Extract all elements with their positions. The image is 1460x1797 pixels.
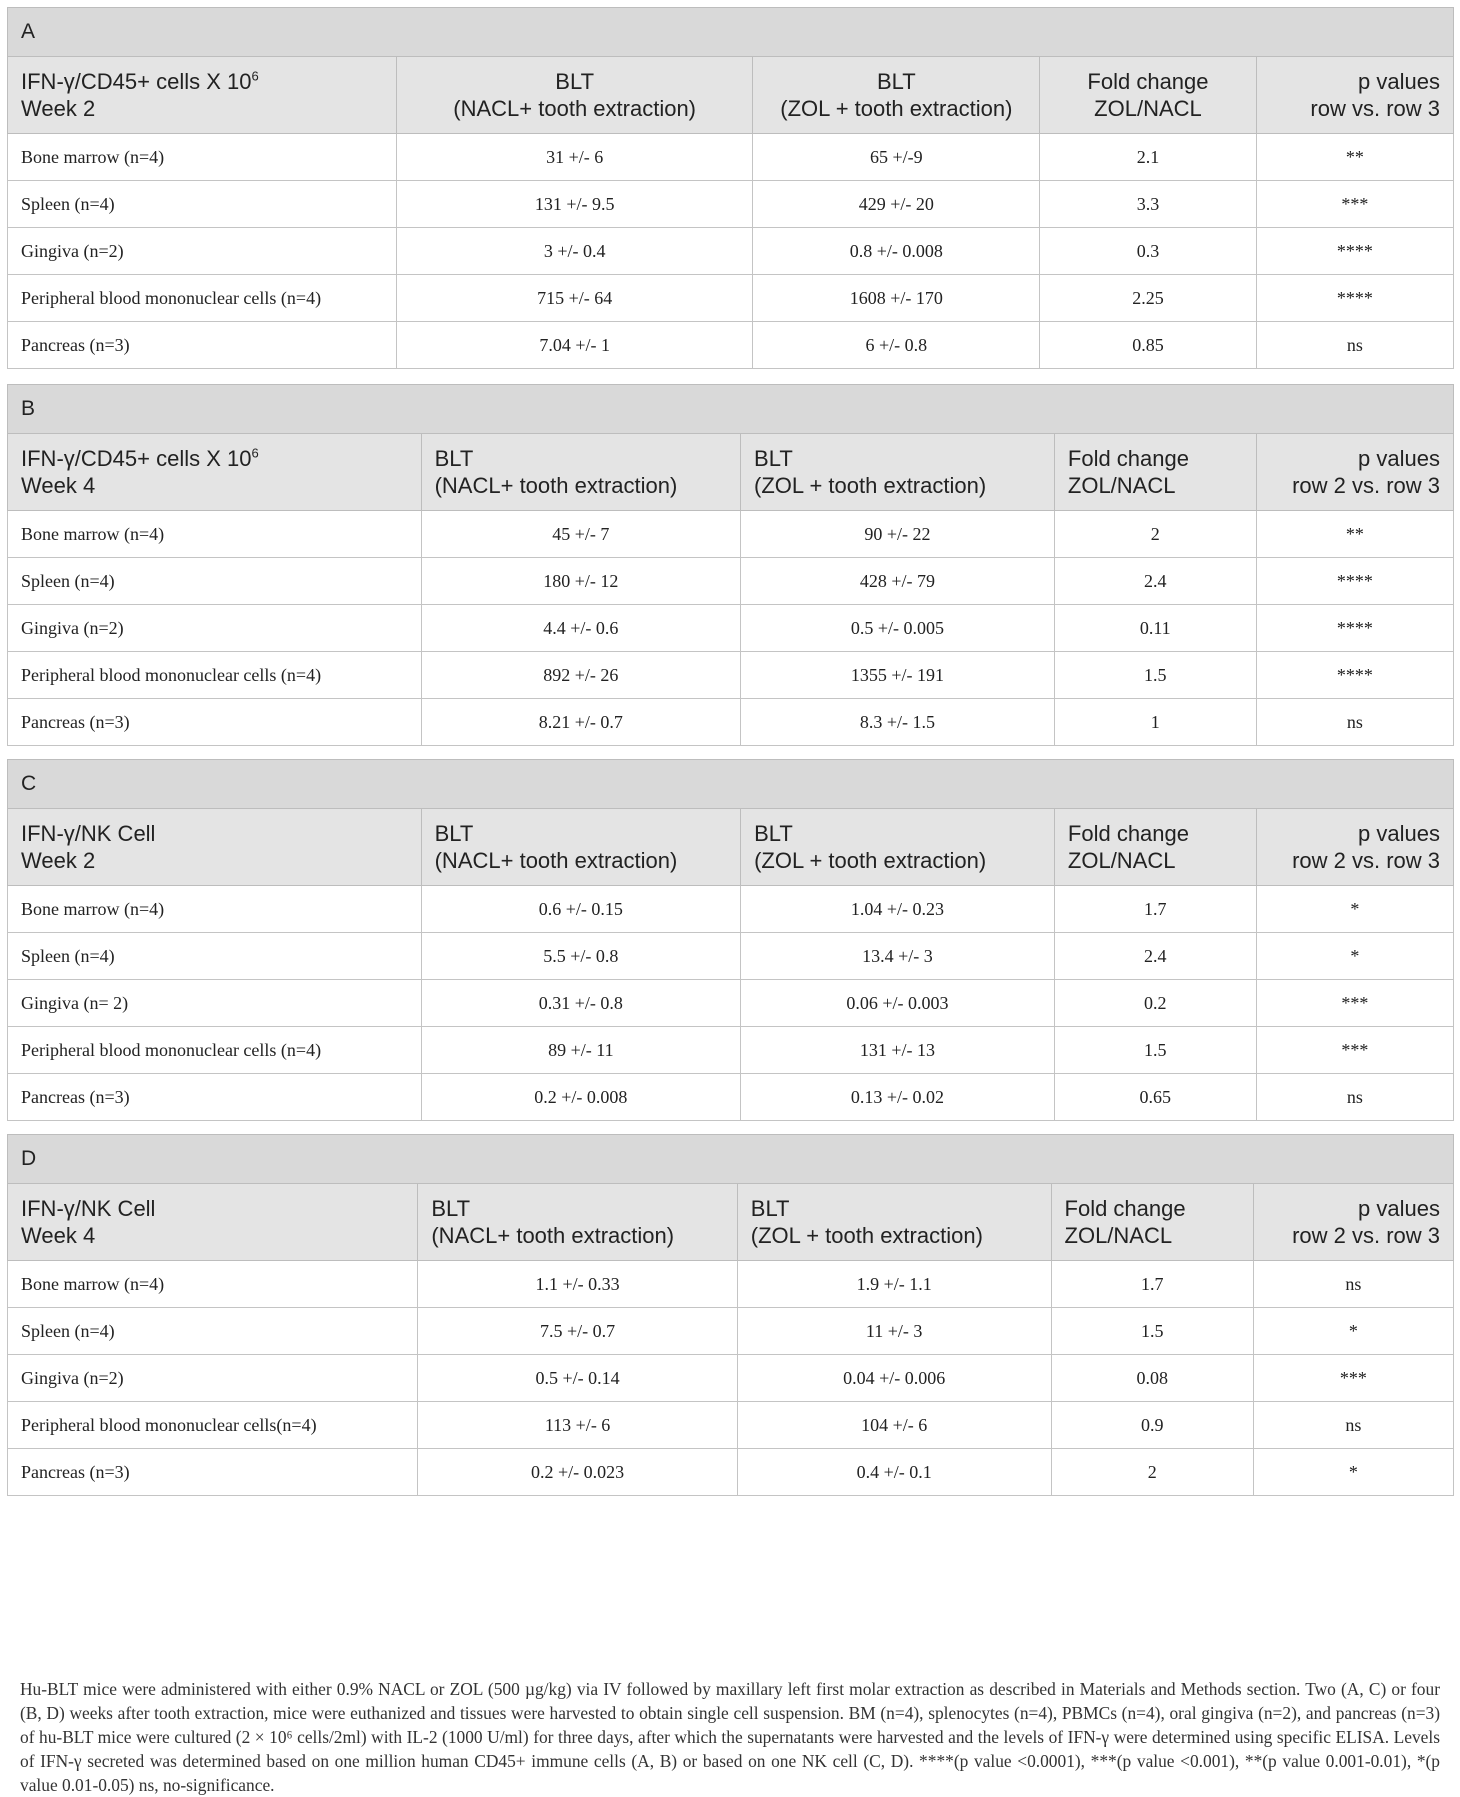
fold-change-cell: 0.9	[1051, 1402, 1253, 1449]
column-header-3	[741, 809, 1055, 886]
tissue-cell: Pancreas (n=3)	[8, 322, 397, 369]
header-line-1	[21, 445, 408, 473]
header-line-2: Week 4	[21, 473, 96, 498]
column-header-1	[8, 57, 397, 134]
table-row	[8, 275, 1454, 322]
zol-value-cell: 1.9 +/- 1.1	[737, 1261, 1051, 1308]
table-row	[8, 886, 1454, 933]
nacl-value-cell: 7.04 +/- 1	[396, 322, 752, 369]
zol-value-cell: 90 +/- 22	[741, 511, 1055, 558]
panel-label: D	[8, 1135, 1454, 1184]
header-line-2: ZOL/NACL	[1067, 473, 1176, 498]
header-line-2: (ZOL + tooth extraction)	[754, 848, 987, 873]
data-table	[7, 384, 1454, 746]
fold-change-cell: 2.4	[1054, 558, 1256, 605]
table-panel-d	[7, 1134, 1454, 1496]
tissue-cell: Pancreas (n=3)	[8, 699, 422, 746]
table-panel-a	[7, 7, 1454, 369]
tissue-cell: Peripheral blood mononuclear cells (n=4)	[8, 275, 397, 322]
header-row	[8, 809, 1454, 886]
table-row	[8, 652, 1454, 699]
nacl-value-cell: 131 +/- 9.5	[396, 181, 752, 228]
table-row	[8, 134, 1454, 181]
p-value-cell: ns	[1256, 322, 1453, 369]
column-header-1	[8, 1184, 418, 1261]
tissue-cell: Spleen (n=4)	[8, 558, 422, 605]
nacl-value-cell: 892 +/- 26	[421, 652, 740, 699]
table-row	[8, 605, 1454, 652]
panel-label-row	[8, 760, 1454, 809]
fold-change-cell: 2	[1051, 1449, 1253, 1496]
header-text: IFN-γ/CD45+ cells X 10	[21, 68, 252, 94]
fold-change-cell: 2.25	[1040, 275, 1256, 322]
zol-value-cell: 13.4 +/- 3	[741, 933, 1055, 980]
table-panel-b	[7, 384, 1454, 746]
header-text: p values	[1358, 1195, 1440, 1221]
p-value-cell: ns	[1253, 1402, 1453, 1449]
header-line-2: row 2 vs. row 3	[1292, 473, 1440, 498]
table-row	[8, 699, 1454, 746]
column-header-2	[418, 1184, 737, 1261]
tissue-cell: Gingiva (n=2)	[8, 1355, 418, 1402]
column-header-2	[421, 434, 740, 511]
header-line-2: (NACL+ tooth extraction)	[431, 1223, 675, 1248]
p-value-cell: ****	[1256, 652, 1453, 699]
nacl-value-cell: 180 +/- 12	[421, 558, 740, 605]
fold-change-cell: 0.85	[1040, 322, 1256, 369]
header-line-1	[1068, 445, 1243, 473]
table-row	[8, 558, 1454, 605]
header-line-2: Week 4	[21, 1223, 96, 1248]
nacl-value-cell: 7.5 +/- 0.7	[418, 1308, 737, 1355]
fold-change-cell: 1.7	[1054, 886, 1256, 933]
table-caption: Hu-BLT mice were administered with either 0.9% NACL or ZOL (500 µg/kg) via IV followed by maxillary left first molar extraction as described in Materials and Methods section. Two (A, C) or four (B, D) weeks after tooth extraction, mice were euthanized and tissues were harvested to obtain single cell suspension. BM (n=4), splenocytes (n=4), PBMCs (n=4), oral gingiva (n=2), and pancreas (n=3) of hu-BLT mice were cultured (2 × 10⁶ cells/2ml) with IL-2 (1000 U/ml) for three days, after which the supernatants were harvested and the levels of IFN-γ were determined using specific ELISA. Levels of IFN-γ secreted was determined based on one million human CD45+ immune cells (A, B) or based on one NK cell (C, D). ****(p value <0.0001), ***(p value <0.001), **(p value 0.001-0.01), *(p value 0.01-0.05) ns, no-significance.	[20, 1679, 1440, 1796]
tissue-cell: Peripheral blood mononuclear cells (n=4)	[8, 1027, 422, 1074]
column-header-4	[1051, 1184, 1253, 1261]
header-line-1	[435, 445, 727, 473]
nacl-value-cell: 0.31 +/- 0.8	[421, 980, 740, 1027]
p-value-cell: *	[1256, 933, 1453, 980]
header-line-1	[1068, 820, 1243, 848]
table-row	[8, 1261, 1454, 1308]
nacl-value-cell: 3 +/- 0.4	[396, 228, 752, 275]
header-line-2: ZOL/NACL	[1094, 96, 1202, 121]
p-value-cell: ****	[1256, 228, 1453, 275]
zol-value-cell: 8.3 +/- 1.5	[741, 699, 1055, 746]
table-panel-c	[7, 759, 1454, 1121]
header-line-1	[1270, 820, 1440, 848]
column-header-2	[396, 57, 752, 134]
zol-value-cell: 65 +/-9	[753, 134, 1040, 181]
zol-value-cell: 0.5 +/- 0.005	[741, 605, 1055, 652]
p-value-cell: ***	[1253, 1355, 1453, 1402]
p-value-cell: ns	[1256, 1074, 1453, 1121]
header-row	[8, 1184, 1454, 1261]
tissue-cell: Bone marrow (n=4)	[8, 1261, 418, 1308]
header-line-1	[766, 68, 1026, 96]
header-line-1	[754, 445, 1041, 473]
column-header-4	[1040, 57, 1256, 134]
column-header-3	[753, 57, 1040, 134]
fold-change-cell: 2.1	[1040, 134, 1256, 181]
table-row	[8, 181, 1454, 228]
zol-value-cell: 1.04 +/- 0.23	[741, 886, 1055, 933]
p-value-cell: *	[1253, 1449, 1453, 1496]
tissue-cell: Spleen (n=4)	[8, 933, 422, 980]
p-value-cell: ****	[1256, 605, 1453, 652]
table-row	[8, 322, 1454, 369]
tissue-cell: Spleen (n=4)	[8, 181, 397, 228]
tissue-cell: Pancreas (n=3)	[8, 1449, 418, 1496]
panel-label-row	[8, 1135, 1454, 1184]
p-value-cell: ***	[1256, 181, 1453, 228]
fold-change-cell: 1	[1054, 699, 1256, 746]
header-line-1	[1270, 445, 1440, 473]
header-text: IFN-γ/NK Cell	[21, 820, 156, 846]
zol-value-cell: 104 +/- 6	[737, 1402, 1051, 1449]
fold-change-cell: 1.5	[1054, 1027, 1256, 1074]
fold-change-cell: 1.5	[1054, 652, 1256, 699]
table-row	[8, 1449, 1454, 1496]
zol-value-cell: 429 +/- 20	[753, 181, 1040, 228]
header-line-1	[1065, 1195, 1240, 1223]
column-header-5	[1256, 434, 1453, 511]
table-row	[8, 228, 1454, 275]
table-row	[8, 980, 1454, 1027]
p-value-cell: ****	[1256, 558, 1453, 605]
tissue-cell: Bone marrow (n=4)	[8, 886, 422, 933]
panel-label-row	[8, 385, 1454, 434]
header-line-1	[21, 68, 383, 96]
header-line-2: Week 2	[21, 848, 96, 873]
zol-value-cell: 131 +/- 13	[741, 1027, 1055, 1074]
fold-change-cell: 3.3	[1040, 181, 1256, 228]
zol-value-cell: 0.06 +/- 0.003	[741, 980, 1055, 1027]
p-value-cell: **	[1256, 134, 1453, 181]
fold-change-cell: 0.2	[1054, 980, 1256, 1027]
tissue-cell: Peripheral blood mononuclear cells(n=4)	[8, 1402, 418, 1449]
p-value-cell: *	[1256, 886, 1453, 933]
header-line-1	[1270, 68, 1440, 96]
fold-change-cell: 1.5	[1051, 1308, 1253, 1355]
header-text: Fold change	[1067, 820, 1189, 846]
fold-change-cell: 1.7	[1051, 1261, 1253, 1308]
header-text: IFN-γ/NK Cell	[21, 1195, 156, 1221]
header-row	[8, 434, 1454, 511]
zol-value-cell: 6 +/- 0.8	[753, 322, 1040, 369]
header-row	[8, 57, 1454, 134]
nacl-value-cell: 31 +/- 6	[396, 134, 752, 181]
fold-change-cell: 0.65	[1054, 1074, 1256, 1121]
p-value-cell: *	[1253, 1308, 1453, 1355]
fold-change-cell: 2	[1054, 511, 1256, 558]
nacl-value-cell: 1.1 +/- 0.33	[418, 1261, 737, 1308]
tissue-cell: Gingiva (n=2)	[8, 605, 422, 652]
header-text: BLT	[876, 68, 916, 94]
table-row	[8, 1308, 1454, 1355]
nacl-value-cell: 0.2 +/- 0.008	[421, 1074, 740, 1121]
header-line-1	[1053, 68, 1242, 96]
column-header-2	[421, 809, 740, 886]
nacl-value-cell: 45 +/- 7	[421, 511, 740, 558]
header-line-2: (NACL+ tooth extraction)	[434, 848, 678, 873]
header-line-2: (NACL+ tooth extraction)	[434, 473, 678, 498]
header-text: p values	[1358, 445, 1440, 471]
header-line-1	[751, 1195, 1038, 1223]
zol-value-cell: 0.8 +/- 0.008	[753, 228, 1040, 275]
table-row	[8, 1402, 1454, 1449]
data-table	[7, 7, 1454, 369]
header-line-1	[21, 820, 408, 848]
tissue-cell: Peripheral blood mononuclear cells (n=4)	[8, 652, 422, 699]
zol-value-cell: 1608 +/- 170	[753, 275, 1040, 322]
fold-change-cell: 2.4	[1054, 933, 1256, 980]
header-line-1	[21, 1195, 404, 1223]
zol-value-cell: 1355 +/- 191	[741, 652, 1055, 699]
fold-change-cell: 0.3	[1040, 228, 1256, 275]
column-header-4	[1054, 809, 1256, 886]
header-text: BLT	[555, 68, 595, 94]
header-line-2: row 2 vs. row 3	[1292, 848, 1440, 873]
p-value-cell: ns	[1253, 1261, 1453, 1308]
tissue-cell: Bone marrow (n=4)	[8, 134, 397, 181]
column-header-1	[8, 809, 422, 886]
nacl-value-cell: 89 +/- 11	[421, 1027, 740, 1074]
data-table	[7, 759, 1454, 1121]
header-line-2: (ZOL + tooth extraction)	[754, 473, 987, 498]
panel-label: A	[8, 8, 1454, 57]
tissue-cell: Pancreas (n=3)	[8, 1074, 422, 1121]
header-line-2: Week 2	[21, 96, 96, 121]
header-line-1	[754, 820, 1041, 848]
header-line-2: ZOL/NACL	[1064, 1223, 1173, 1248]
header-line-2: (ZOL + tooth extraction)	[780, 96, 1013, 121]
nacl-value-cell: 0.2 +/- 0.023	[418, 1449, 737, 1496]
header-superscript: 6	[251, 445, 259, 461]
header-line-1	[1267, 1195, 1440, 1223]
nacl-value-cell: 0.6 +/- 0.15	[421, 886, 740, 933]
header-text: Fold change	[1087, 68, 1209, 94]
table-row	[8, 1355, 1454, 1402]
header-line-2: ZOL/NACL	[1067, 848, 1176, 873]
header-line-2: row 2 vs. row 3	[1292, 1223, 1440, 1248]
header-text: BLT	[754, 445, 793, 471]
header-line-1	[435, 820, 727, 848]
nacl-value-cell: 113 +/- 6	[418, 1402, 737, 1449]
panel-label: C	[8, 760, 1454, 809]
nacl-value-cell: 715 +/- 64	[396, 275, 752, 322]
fold-change-cell: 0.11	[1054, 605, 1256, 652]
tissue-cell: Gingiva (n= 2)	[8, 980, 422, 1027]
header-text: IFN-γ/CD45+ cells X 10	[21, 445, 252, 471]
header-text: BLT	[431, 1195, 471, 1221]
header-superscript: 6	[251, 68, 259, 84]
nacl-value-cell: 8.21 +/- 0.7	[421, 699, 740, 746]
zol-value-cell: 11 +/- 3	[737, 1308, 1051, 1355]
zol-value-cell: 0.4 +/- 0.1	[737, 1449, 1051, 1496]
zol-value-cell: 0.04 +/- 0.006	[737, 1355, 1051, 1402]
p-value-cell: ***	[1256, 980, 1453, 1027]
p-value-cell: ns	[1256, 699, 1453, 746]
tissue-cell: Spleen (n=4)	[8, 1308, 418, 1355]
tissue-cell: Gingiva (n=2)	[8, 228, 397, 275]
header-line-2: row vs. row 3	[1310, 96, 1440, 121]
header-text: BLT	[754, 820, 793, 846]
header-line-1	[410, 68, 739, 96]
table-row	[8, 511, 1454, 558]
panel-label-row	[8, 8, 1454, 57]
fold-change-cell: 0.08	[1051, 1355, 1253, 1402]
p-value-cell: ***	[1256, 1027, 1453, 1074]
zol-value-cell: 428 +/- 79	[741, 558, 1055, 605]
column-header-5	[1256, 809, 1453, 886]
header-text: Fold change	[1064, 1195, 1186, 1221]
zol-value-cell: 0.13 +/- 0.02	[741, 1074, 1055, 1121]
column-header-4	[1054, 434, 1256, 511]
header-line-1	[431, 1195, 723, 1223]
header-text: p values	[1358, 68, 1440, 94]
header-text: BLT	[434, 445, 474, 471]
header-text: Fold change	[1067, 445, 1189, 471]
header-text: BLT	[434, 820, 474, 846]
tissue-cell: Bone marrow (n=4)	[8, 511, 422, 558]
column-header-5	[1253, 1184, 1453, 1261]
p-value-cell: **	[1256, 511, 1453, 558]
table-row	[8, 1027, 1454, 1074]
panel-label: B	[8, 385, 1454, 434]
header-text: p values	[1358, 820, 1440, 846]
table-row	[8, 1074, 1454, 1121]
nacl-value-cell: 0.5 +/- 0.14	[418, 1355, 737, 1402]
nacl-value-cell: 5.5 +/- 0.8	[421, 933, 740, 980]
header-line-2: (ZOL + tooth extraction)	[750, 1223, 983, 1248]
column-header-3	[737, 1184, 1051, 1261]
table-row	[8, 933, 1454, 980]
column-header-5	[1256, 57, 1453, 134]
p-value-cell: ****	[1256, 275, 1453, 322]
column-header-3	[741, 434, 1055, 511]
header-text: BLT	[750, 1195, 790, 1221]
data-table	[7, 1134, 1454, 1496]
header-line-2: (NACL+ tooth extraction)	[453, 96, 697, 121]
nacl-value-cell: 4.4 +/- 0.6	[421, 605, 740, 652]
column-header-1	[8, 434, 422, 511]
